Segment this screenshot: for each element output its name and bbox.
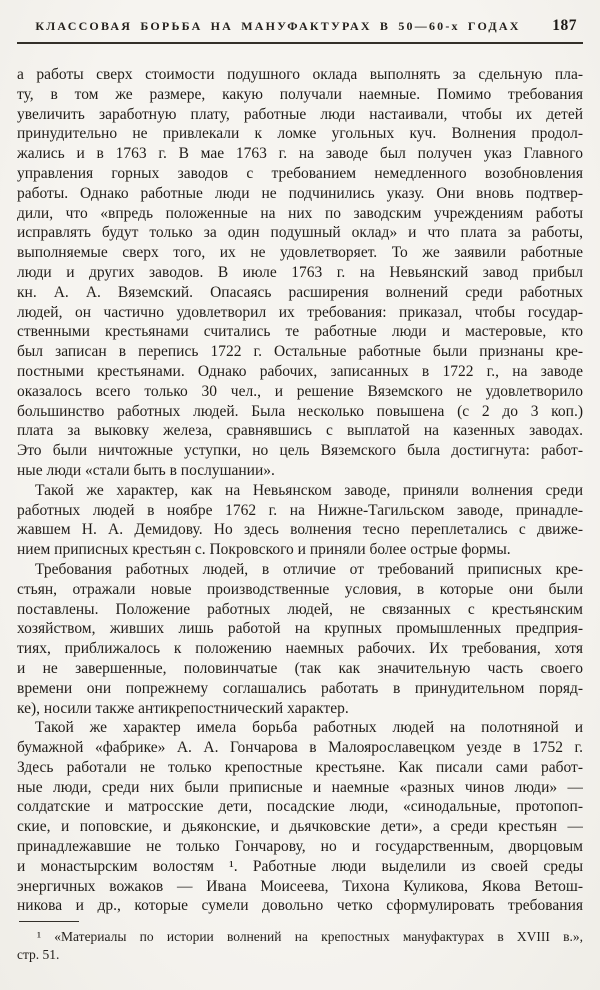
text-line: Требования работных людей, в отличие от требований приписных кре- (35, 560, 583, 578)
text-line: тиях, приближалось к положению наемных рабочих. Их требования, хотя (17, 640, 583, 658)
body-text (17, 65, 583, 916)
text-line: стьян, отражали новые производственные условия, в которые они были (17, 580, 583, 598)
text-line: бумажной «фабрике» А. А. Гончарова в Малоярославецком уезде в 1752 г. (17, 739, 583, 757)
text-line: постными крестьянами. Однако рабочих, записанных в 1722 г., на заводе (17, 362, 583, 380)
text-line: нием приписных крестьян с. Покровского и приняли более острые формы. (17, 541, 511, 559)
header-rule (17, 42, 583, 44)
text-line: Это были ничтожные уступки, но цель Вяземского была достигнута: работ- (17, 442, 583, 460)
text-line: управления горных заводов с требованием немедленного возобновления (17, 164, 583, 182)
text-line: дили, что «впредь положенные на них по заводским учреждениям работы (17, 204, 583, 222)
text-line: ные люди, среди них были приписные и наемные «разных чинов люди» — (17, 778, 583, 796)
footnote-rule (19, 921, 79, 922)
text-line: времени они попрежнему соглашались работать в принудительном поряд- (17, 679, 583, 697)
text-line: Такой же характер имела борьба работных людей на полотняной и (35, 719, 583, 737)
text-line: кн. А. А. Вяземский. Опасаясь расширения волнений среди работных (17, 283, 583, 301)
footnote-line: ¹ «Материалы по истории волнений на крепостных мануфактурах в XVIII в.», (37, 929, 583, 945)
footnote (17, 928, 583, 964)
text-line: а работы сверх стоимости подушного оклада выполнять за сдельную пла- (17, 66, 583, 83)
text-line: и не завершенные, половинчатые (так как значительную часть своего (17, 659, 583, 677)
text-line: принадлежавшие не только Гончарову, но и государственным, дворцовым (17, 838, 583, 856)
text-line: хозяйством, живших лишь работой на крупных промышленных предприя- (17, 620, 583, 638)
text-line: исправлять будут только за один подушный оклад» и что плата за работы, (17, 224, 583, 242)
text-line: Такой же характер, как на Невьянском заводе, приняли волнения среди (35, 481, 583, 499)
text-line: работных людей в ноябре 1762 г. на Нижне-Тагильском заводе, принадле- (17, 501, 583, 519)
text-line: жались и в 1763 г. В мае 1763 г. на заводе был получен указ Главного (17, 145, 583, 163)
text-line: оказалось всего только 30 чел., и решение Вяземского не удовлетворило (17, 382, 583, 400)
text-line: энергичных вожаков — Ивана Моисеева, Тихона Куликова, Якова Ветош- (17, 877, 583, 895)
running-head (17, 0, 583, 36)
text-line: поставлены. Положение работных людей, не связанных с крестьянским (17, 600, 583, 618)
text-line: плата за выковку железа, сравнявшись с выплатой на казенных заводах. (17, 422, 583, 440)
text-line: ке), носили также антикрепостнический характер. (17, 699, 349, 717)
text-line: Здесь работали не только крепостные крестьяне. Как писали сами работ- (17, 758, 583, 776)
text-line: ные люди «стали быть в послушании». (17, 461, 275, 479)
text-line: никова и др., которые сумели довольно четко сформулировать требования (17, 897, 583, 915)
text-line: люди и других заводов. В июле 1763 г. на Невьянский завод прибыл (17, 263, 583, 281)
text-line: выполняемые сверх того, их не удовлетворяет. То же заявили работные (17, 244, 583, 262)
text-line: ту, в том же размере, какую получали наемные. Помимо требования (17, 85, 583, 103)
text-line: людей, он частично удовлетворил их требования: приказал, чтобы государ- (17, 303, 583, 321)
text-line: солдатские и матросские дети, посадские люди, «синодальные, протопоп- (17, 798, 583, 816)
text-line: и монастырским волостям ¹. Работные люди выделили из своей среды (17, 857, 583, 875)
text-line: большинство работных людей. Была несколько повышена (с 2 до 3 коп.) (17, 402, 583, 420)
text-line: жавшем Н. А. Демидову. Но здесь волнения тесно переплетались с движе- (17, 521, 583, 539)
footnote-line: стр. 51. (17, 947, 60, 963)
text-line: ственными крестьянами считались те работные люди и мастеровые, кто (17, 323, 583, 341)
text-line: принудительно не привлекали к ломке угольных куч. Волнения продол- (17, 125, 583, 143)
text-line: увеличить заработную плату, работные люди настаивали, чтобы их детей (17, 105, 583, 123)
text-line: ские, и поповские, и дьяконские, и дьячковские дети», а среди крестьян — (17, 818, 583, 836)
text-line: работы. Однако работные люди не подчинились указу. Они вновь подтвер- (17, 184, 583, 202)
running-head-title: КЛАССОВАЯ БОРЬБА НА МАНУФАКТУРАХ В 50—60-х ГОДАХ (35, 19, 521, 33)
page-number: 187 (552, 17, 577, 34)
text-line: был записан в перепись 1722 г. Остальные работные были признаны кре- (17, 343, 583, 361)
